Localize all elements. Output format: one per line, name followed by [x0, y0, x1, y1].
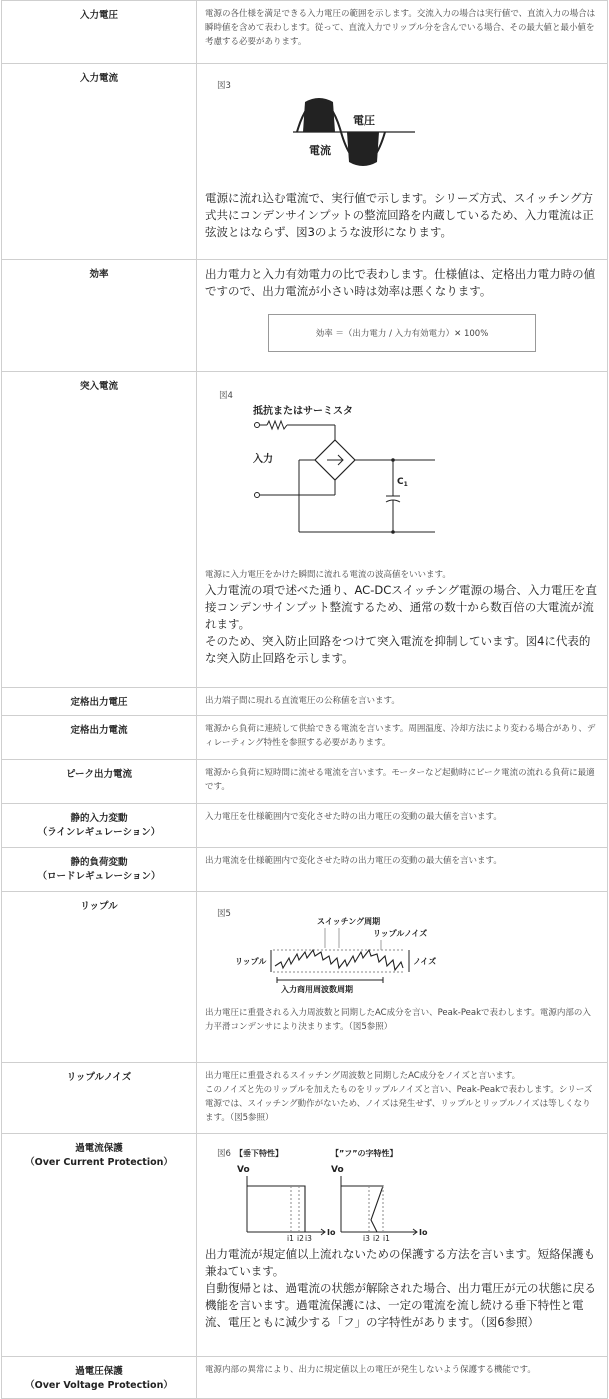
term-input-voltage: 入力電圧 [2, 1, 197, 64]
efficiency-formula: 効率 ＝（出力電力 / 入力有効電力）✕ 100% [268, 314, 536, 352]
figure-6-ocp [205, 1140, 609, 1242]
term-ovp: 過電圧保護 （Over Voltage Protection） [2, 1357, 197, 1399]
figure-6-right-title: 【”フ”の字特性】 [331, 1149, 398, 1158]
svg-text:i1: i1 [287, 1234, 294, 1242]
desc-input-voltage: 電源の各仕様を満足できる入力電圧の範囲を示します。交流入力の場合は実行値で、直流入力の場合は瞬時値を含めて表わします。従って、直流入力でリップル分を含んでいる場合、その最大値と最小値を考慮する必要があります。 [205, 9, 596, 47]
desc-ripple: 出力電圧に重畳される入力周波数と同期したAC成分を言い、Peak-Peakで表わします。電源内部の入力平滑コンデンサにより決まります。（図5参照） [205, 1008, 591, 1032]
desc-inrush-current-2: そのため、突入防止回路をつけて突入電流を抑制しています。図4に代表的な突入防止回路を示します。 [205, 634, 591, 665]
desc-efficiency: 出力電力と入力有効電力の比で表わします。仕様値は、定格出力電力時の値ですので、出力電流が小さい時は効率は悪くなります。 [205, 267, 596, 298]
figure-5-switching-label: スイッチング周期 [317, 917, 381, 926]
term-ripple: リップル [2, 892, 197, 1063]
figure-4-resistor-label: 抵抗またはサーミスタ [253, 406, 353, 417]
row-ovp [2, 1357, 608, 1399]
term-ripple-noise: リップルノイズ [2, 1063, 197, 1134]
figure-3-current-label: 電流 [309, 144, 331, 157]
desc-ripple-noise-2: このノイズと先のリップルを加えたものをリップルノイズと言い、Peak-Peakで表わします。シリーズ電源では、スイッチング動作がないため、ノイズは発生せず、リップルとリップルノイズは等しくなります。（図5参照） [205, 1085, 593, 1123]
figure-4-capacitor-label: $C_1$ [397, 477, 408, 488]
term-load-regulation: 静的負荷変動 （ロードレギュレーション） [2, 848, 197, 892]
desc-ripple-noise-1: 出力電圧に重畳されるスイッチング周波数と同期したAC成分をノイズと言います。 [205, 1071, 521, 1081]
desc-load-regulation: 出力電流を仕様範囲内で変化させた時の出力電圧の変動の最大値を言います。 [205, 856, 502, 866]
figure-5-noise-label: ノイズ [413, 957, 437, 966]
term-input-current: 入力電流 [2, 64, 197, 260]
figure-5-period-label: 入力商用周波数周期 [281, 985, 353, 994]
row-load-regulation [2, 848, 608, 892]
desc-ocp-2: 自動復帰とは、過電流の状態が解除された場合、出力電圧が元の状態に戻る機能を言います。過電流保護には、一定の電流を流し続ける垂下特性と電流、電圧ともに減少する「フ」の字特性があります。（図6参照） [205, 1281, 596, 1329]
figure-6-label: 図6 [217, 1149, 231, 1159]
svg-text:i1: i1 [383, 1234, 390, 1242]
row-efficiency [2, 260, 608, 372]
figure-4-circuit [205, 378, 609, 564]
row-ripple [2, 892, 608, 1063]
desc-inrush-current-note: 電源に入力電圧をかけた瞬間に流れる電流の波高値をいいます。 [205, 570, 451, 580]
svg-text:Vo: Vo [331, 1165, 344, 1175]
svg-text:i2: i2 [373, 1234, 380, 1242]
term-peak-output-current: ピーク出力電流 [2, 760, 197, 804]
desc-ocp-1: 出力電流が規定値以上流れないための保護する方法を言います。短絡保護も兼ねています。 [205, 1247, 596, 1278]
row-line-regulation [2, 804, 608, 848]
svg-text:i3: i3 [363, 1234, 370, 1242]
figure-6-left-title: 【垂下特性】 [235, 1149, 283, 1158]
desc-input-current: 電源に流れ込む電流で、実行値で示します。シリーズ方式、スイッチング方式共にコンデンサインプットの整流回路を内蔵しているため、入力電流は正弦波とはならず、図3のような波形になります。 [205, 191, 594, 239]
term-efficiency: 効率 [2, 260, 197, 372]
svg-text:Io: Io [327, 1228, 336, 1237]
row-rated-output-current [2, 716, 608, 760]
row-inrush-current [2, 372, 608, 688]
row-peak-output-current [2, 760, 608, 804]
term-line-regulation: 静的入力変動 （ラインレギュレーション） [2, 804, 197, 848]
figure-5-ripple-noise-label: リップルノイズ [373, 929, 428, 938]
desc-rated-output-current: 電源から負荷に連続して供給できる電流を言います。周囲温度、冷却方法により変わる場合があり、ディレーティング特性を参照する必要があります。 [205, 724, 596, 748]
figure-4-input-label: 入力 [253, 454, 273, 465]
term-rated-output-current: 定格出力電流 [2, 716, 197, 760]
spec-table [1, 0, 608, 1399]
svg-text:Vo: Vo [237, 1165, 250, 1175]
desc-rated-output-voltage: 出力端子間に現れる直流電圧の公称値を言います。 [205, 696, 400, 706]
figure-3-voltage-label: 電圧 [353, 114, 375, 127]
figure-5-ripple-label: リップル [235, 957, 267, 966]
row-input-current [2, 64, 608, 260]
svg-text:Io: Io [419, 1228, 428, 1237]
desc-ovp: 電源内部の異常により、出力に規定値以上の電圧が発生しないよう保護する機能です。 [205, 1365, 536, 1375]
row-rated-output-voltage [2, 688, 608, 716]
svg-text:i2: i2 [297, 1234, 304, 1242]
figure-5-label: 図5 [217, 909, 231, 919]
row-ocp [2, 1134, 608, 1357]
desc-line-regulation: 入力電圧を仕様範囲内で変化させた時の出力電圧の変動の最大値を言います。 [205, 812, 502, 822]
row-input-voltage [2, 1, 608, 64]
desc-inrush-current-1: 入力電流の項で述べた通り、AC-DCスイッチング電源の場合、入力電圧を直接コンデンサインプット整流するため、通常の数十から数百倍の大電流が流れます。 [205, 583, 597, 631]
row-ripple-noise [2, 1063, 608, 1134]
figure-5-ripple [205, 898, 609, 1002]
figure-4-label: 図4 [219, 391, 233, 401]
term-inrush-current: 突入電流 [2, 372, 197, 688]
desc-peak-output-current: 電源から負荷に短時間に流せる電流を言います。モーターなど起動時にピーク電流の流れる負荷に最適です。 [205, 768, 595, 792]
figure-3-label: 図3 [217, 81, 231, 91]
term-rated-output-voltage: 定格出力電圧 [2, 688, 197, 716]
svg-text:i3: i3 [305, 1234, 312, 1242]
term-ocp: 過電流保護 （Over Current Protection） [2, 1134, 197, 1357]
figure-3-waveform [205, 70, 609, 182]
